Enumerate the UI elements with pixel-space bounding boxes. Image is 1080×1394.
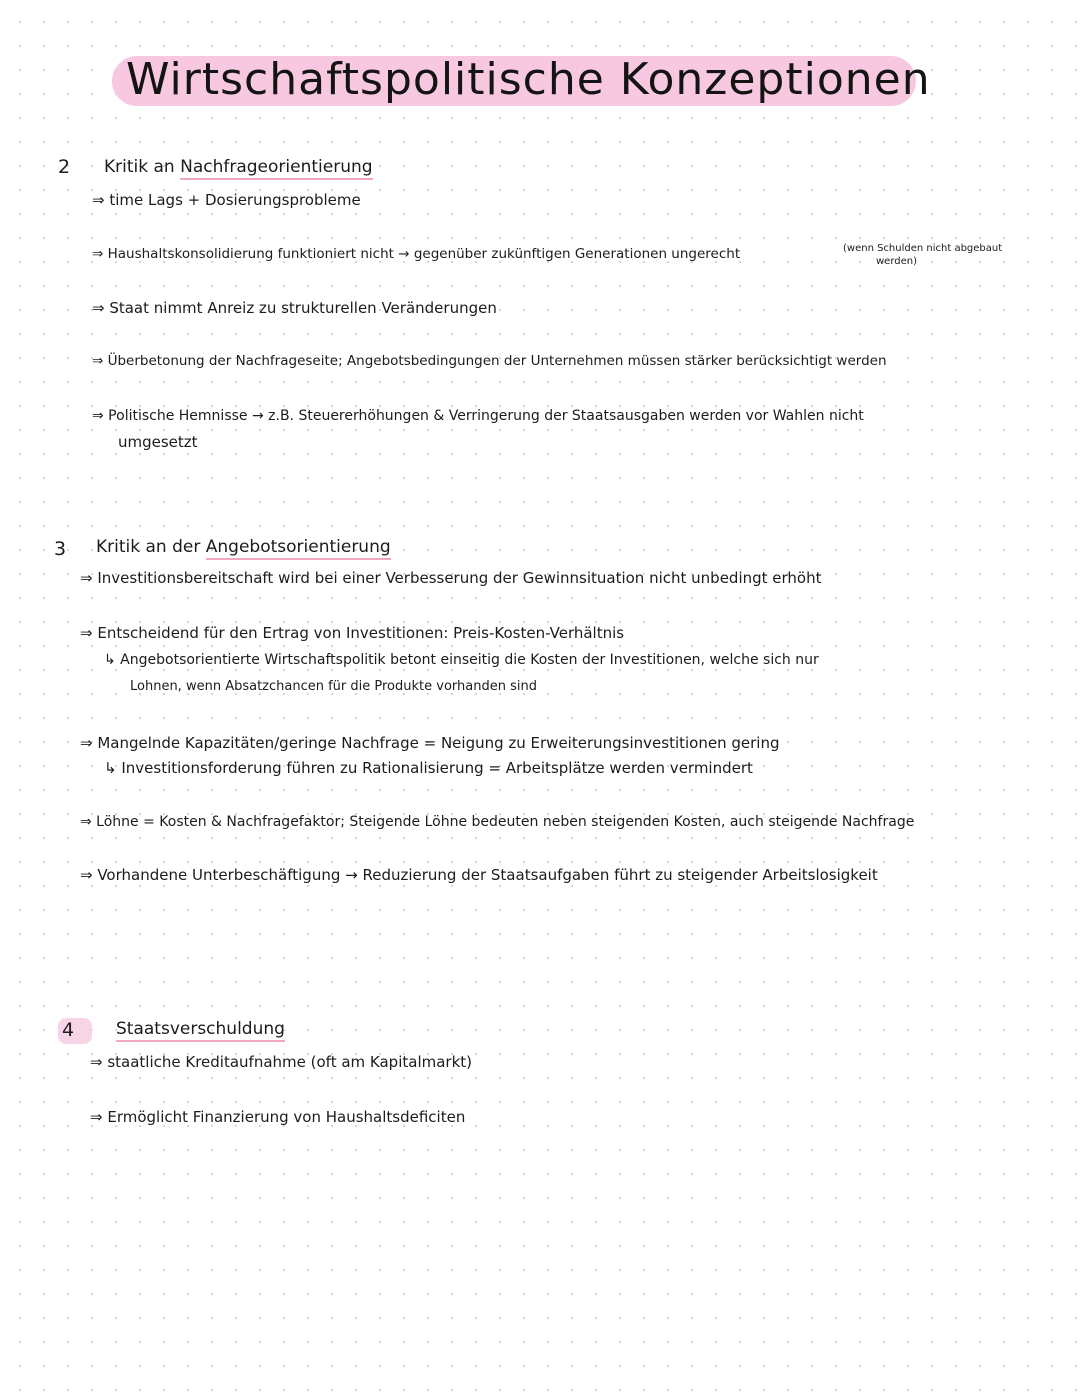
note-line: ⇒ Überbetonung der Nachfrageseite; Angebotsbedingungen der Unternehmen müssen stärker berücksichtigt werden (92, 353, 887, 369)
note-line: ⇒ time Lags + Dosierungsprobleme (92, 191, 361, 209)
note-line: ↳ Angebotsorientierte Wirtschaftspolitik betont einseitig die Kosten der Investitionen, welche sich nur (104, 652, 819, 668)
note-line: ⇒ Vorhandene Unterbeschäftigung → Reduzierung der Staatsaufgaben führt zu steigender Arbeitslosigkeit (80, 866, 878, 884)
section-heading (116, 1019, 285, 1039)
note-line: ⇒ Politische Hemnisse → z.B. Steuererhöhungen & Verringerung der Staatsausgaben werden vor Wahlen nicht (92, 408, 864, 424)
note-line: umgesetzt (118, 433, 198, 451)
section-number: 3 (54, 538, 67, 560)
section-heading-prefix: Kritik an (104, 157, 175, 177)
page-title: Wirtschaftspolitische Konzeptionen (126, 54, 931, 105)
note-line: ↳ Investitionsforderung führen zu Rationalisierung = Arbeitsplätze werden vermindert (104, 759, 753, 777)
section-heading (104, 157, 373, 177)
section-heading (96, 537, 391, 557)
note-line: ⇒ Löhne = Kosten & Nachfragefaktor; Steigende Löhne bedeuten neben steigenden Kosten, auch steigende Nachfrage (80, 814, 915, 830)
note-line: ⇒ Entscheidend für den Ertrag von Investitionen: Preis-Kosten-Verhältnis (80, 624, 625, 642)
section-number: 4 (62, 1019, 75, 1041)
section-heading-main: Nachfrageorientierung (180, 157, 372, 180)
section-heading-main: Staatsverschuldung (116, 1019, 285, 1042)
note-line: ⇒ Staat nimmt Anreiz zu strukturellen Veränderungen (92, 299, 497, 317)
note-line: ⇒ Ermöglicht Finanzierung von Haushaltsdeficiten (90, 1108, 466, 1126)
title-banner (112, 52, 931, 108)
note-line: ⇒ Haushaltskonsolidierung funktioniert nicht → gegenüber zukünftigen Generationen ungerecht (92, 246, 741, 262)
section-heading-prefix: Kritik an der (96, 537, 201, 557)
section-heading-main: Angebotsorientierung (206, 537, 391, 560)
section-number: 2 (58, 156, 71, 178)
note-line: ⇒ Investitionsbereitschaft wird bei einer Verbesserung der Gewinnsituation nicht unbedingt erhöht (80, 569, 822, 587)
note-line: ⇒ staatliche Kreditaufnahme (oft am Kapitalmarkt) (90, 1053, 473, 1071)
note-line: ⇒ Mangelnde Kapazitäten/geringe Nachfrage = Neigung zu Erweiterungsinvestitionen gering (80, 734, 780, 752)
note-line: Lohnen, wenn Absatzchancen für die Produkte vorhanden sind (130, 679, 537, 694)
note-aside: (wenn Schulden nicht abgebaut (843, 243, 1003, 254)
note-aside: werden) (876, 256, 918, 267)
